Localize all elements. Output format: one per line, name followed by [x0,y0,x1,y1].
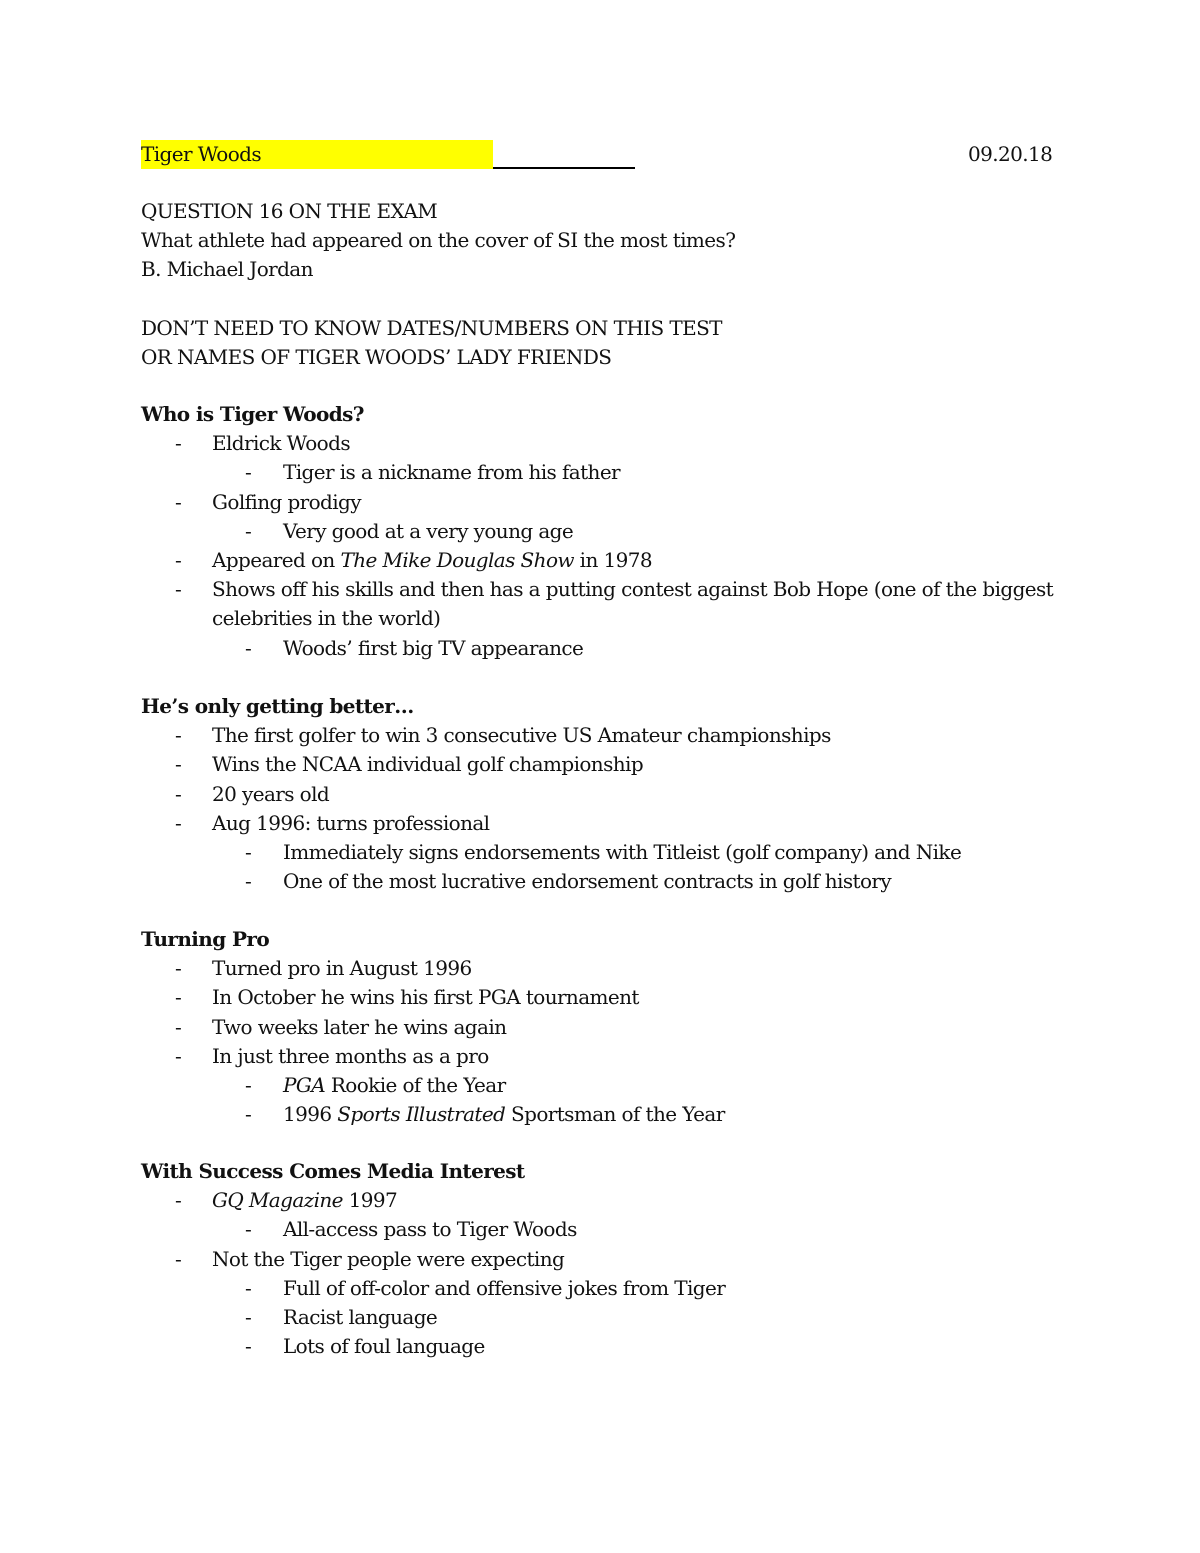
list-subitem: - Lots of foul language [141,1332,1061,1361]
list-item: - Two weeks later he wins again [141,1013,1061,1042]
header-title: Tiger Woods [141,140,493,169]
bullet-dash: - [175,723,182,748]
list-item: - Appeared on The Mike Douglas Show in 1978 [141,546,1061,575]
list-item: - Aug 1996: turns professional [141,809,1061,838]
bullet-dash: - [175,489,182,514]
bullet-dash: - [245,518,252,543]
bullet-dash: - [175,577,182,602]
section-heading: Turning Pro [141,927,270,951]
list-subitem: - Immediately signs endorsements with Titleist (golf company) and Nike [141,838,1061,867]
section-media-interest [141,1157,1061,1361]
list-subitem: - Full of off-color and offensive jokes from Tiger [141,1274,1061,1303]
question-text: What athlete had appeared on the cover of SI the most times? [141,228,736,253]
list-item: - Eldrick Woods [141,429,1061,458]
bullet-dash: - [175,1188,182,1213]
bullet-dash: - [245,1334,252,1359]
list-subitem: - PGA Rookie of the Year [141,1071,1061,1100]
bullet-dash: - [175,1014,182,1039]
bullet-dash: - [175,985,182,1010]
list-subitem: - Racist language [141,1303,1061,1332]
section-heading: With Success Comes Media Interest [141,1159,525,1183]
list-subitem: - Very good at a very young age [141,517,1061,546]
list-subitem: - Tiger is a nickname from his father [141,458,1061,487]
section-getting-better [141,692,1061,896]
list-subitem: - Woods’ first big TV appearance [141,634,1061,663]
list-subitem: - 1996 Sports Illustrated Sportsman of the Year [141,1100,1061,1129]
list-item: - Not the Tiger people were expecting [141,1245,1061,1274]
list-item: - Golfing prodigy [141,488,1061,517]
question-answer: B. Michael Jordan [141,257,313,282]
section-who-is-tiger [141,400,1061,663]
list-subitem: - One of the most lucrative endorsement contracts in golf history [141,867,1061,896]
list-item: - Turned pro in August 1996 [141,954,1061,983]
bullet-dash: - [245,1217,252,1242]
list-item: - 20 years old [141,780,1061,809]
list-item: - The first golfer to win 3 consecutive US Amateur championships [141,721,1061,750]
bullet-dash: - [245,460,252,485]
section-turning-pro [141,925,1061,1129]
question-block [141,197,1061,285]
bullet-dash: - [245,1275,252,1300]
bullet-dash: - [245,1102,252,1127]
list-subitem: - All-access pass to Tiger Woods [141,1215,1061,1244]
notice-block [141,314,1061,372]
question-heading: QUESTION 16 ON THE EXAM [141,199,438,223]
bullet-dash: - [245,840,252,864]
list-item: - In October he wins his first PGA tournament [141,983,1061,1012]
header-title-underline [141,140,635,169]
bullet-dash: - [175,431,182,456]
header-date: 09.20.18 [968,142,1053,166]
bullet-dash: - [245,869,252,894]
bullet-dash: - [245,635,252,660]
section-heading: He’s only getting better… [141,694,414,718]
list-item: - In just three months as a pro [141,1042,1061,1071]
bullet-dash: - [175,548,182,572]
bullet-dash: - [175,752,182,777]
list-item: - Wins the NCAA individual golf championship [141,750,1061,779]
bullet-dash: - [245,1305,252,1329]
bullet-dash: - [175,1043,182,1068]
show-title: The Mike Douglas Show [340,548,574,572]
section-heading: Who is Tiger Woods? [141,402,364,426]
list-item: - Shows off his skills and then has a putting contest against Bob Hope (one of the biggest celebrities in the world) [175,577,1054,631]
bullet-dash: - [175,956,182,981]
bullet-dash: - [245,1073,252,1097]
bullet-dash: - [175,1246,182,1271]
notice-line-1: DON’T NEED TO KNOW DATES/NUMBERS ON THIS TEST [141,316,722,340]
bullet-dash: - [175,781,182,806]
bullet-dash: - [175,810,182,835]
list-item: - GQ Magazine 1997 [141,1186,1061,1215]
notice-line-2: OR NAMES OF TIGER WOODS’ LADY FRIENDS [141,345,612,370]
